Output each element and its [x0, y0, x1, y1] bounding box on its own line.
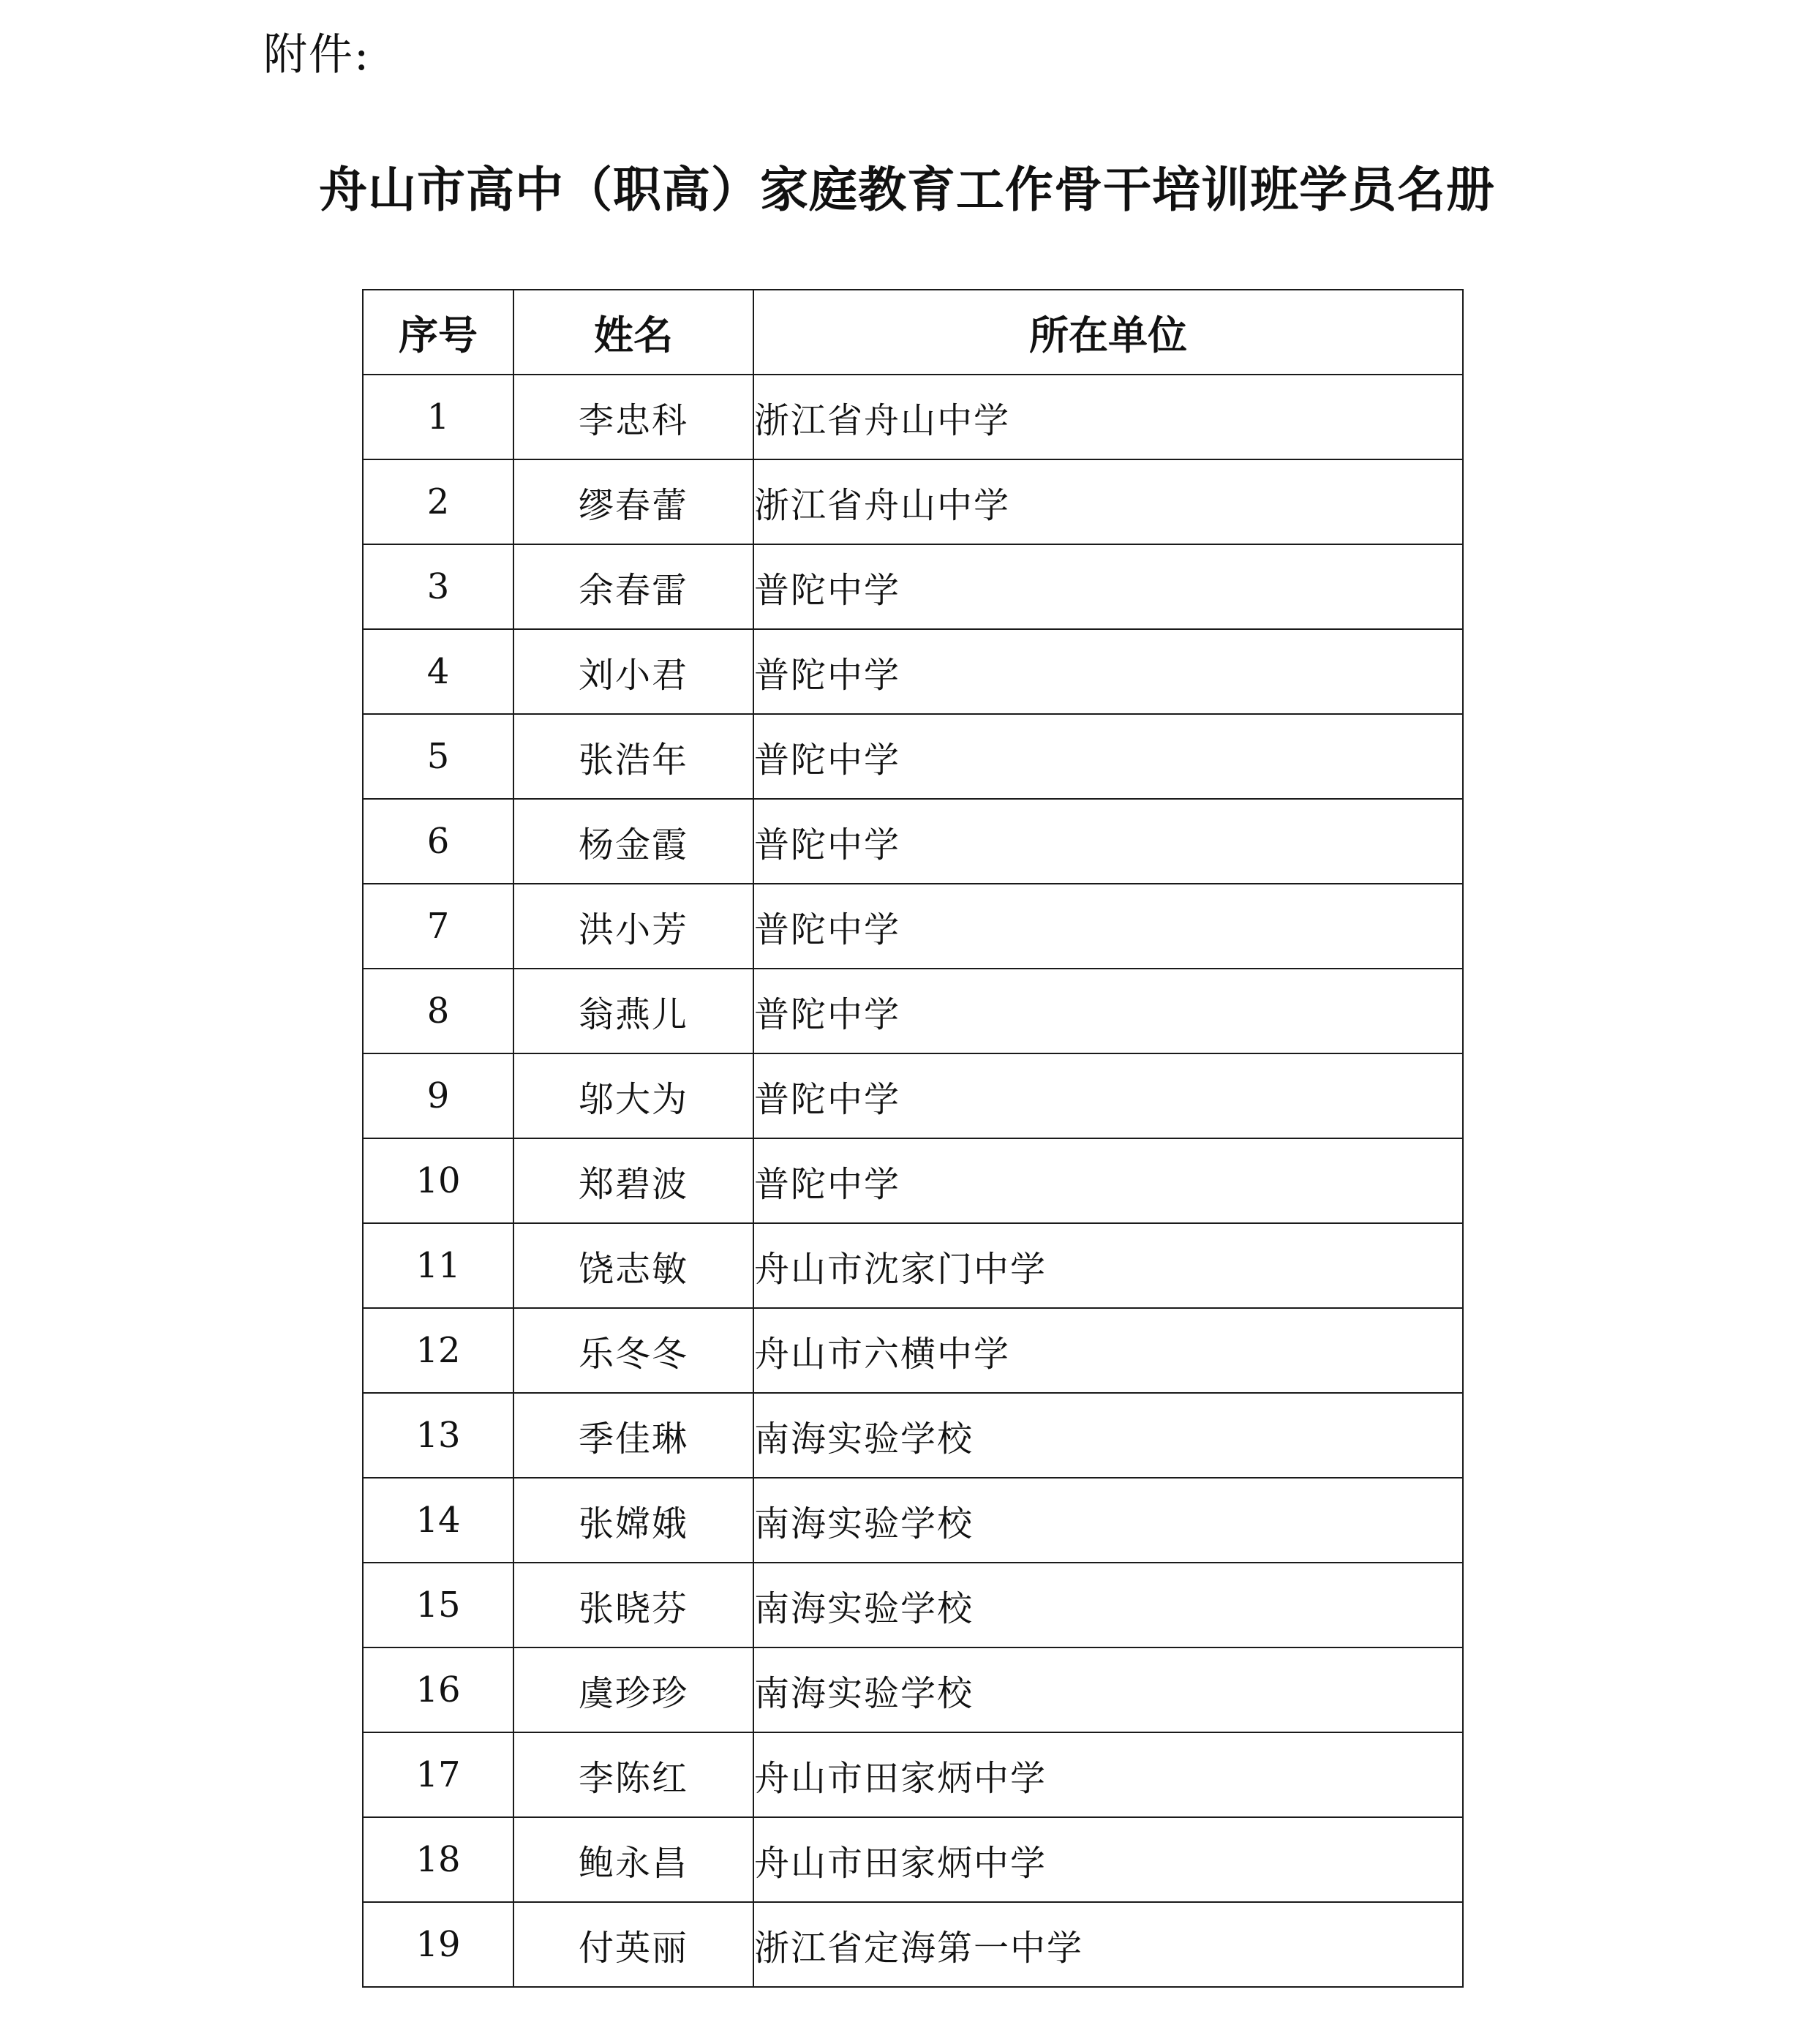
row-unit: 舟山市六横中学 [753, 1308, 1463, 1393]
row-number: 7 [363, 884, 513, 969]
row-name: 洪小芳 [513, 884, 753, 969]
row-unit: 普陀中学 [753, 884, 1463, 969]
row-number: 18 [363, 1817, 513, 1902]
roster-body [363, 375, 1463, 1987]
row-number: 12 [363, 1308, 513, 1393]
row-unit: 浙江省舟山中学 [753, 375, 1463, 459]
row-name: 付英丽 [513, 1902, 753, 1987]
roster-table [362, 289, 1464, 1988]
row-name: 余春雷 [513, 544, 753, 629]
row-unit: 普陀中学 [753, 714, 1463, 799]
row-number: 6 [363, 799, 513, 884]
row-number: 5 [363, 714, 513, 799]
row-unit: 南海实验学校 [753, 1393, 1463, 1478]
table-row [363, 1138, 1463, 1223]
row-unit: 普陀中学 [753, 799, 1463, 884]
row-number: 14 [363, 1478, 513, 1563]
table-row [363, 1563, 1463, 1647]
row-name: 缪春蕾 [513, 459, 753, 544]
table-row [363, 1478, 1463, 1563]
row-name: 郑碧波 [513, 1138, 753, 1223]
row-unit: 舟山市田家炳中学 [753, 1817, 1463, 1902]
table-row [363, 375, 1463, 459]
row-name: 张浩年 [513, 714, 753, 799]
row-name: 刘小君 [513, 629, 753, 714]
row-name: 鲍永昌 [513, 1817, 753, 1902]
table-row [363, 1223, 1463, 1308]
row-number: 2 [363, 459, 513, 544]
table-row [363, 1053, 1463, 1138]
row-unit: 普陀中学 [753, 544, 1463, 629]
table-row [363, 1902, 1463, 1987]
row-number: 17 [363, 1732, 513, 1817]
header-no: 序号 [363, 290, 513, 375]
row-number: 9 [363, 1053, 513, 1138]
table-row [363, 1308, 1463, 1393]
row-name: 季佳琳 [513, 1393, 753, 1478]
row-number: 11 [363, 1223, 513, 1308]
row-number: 10 [363, 1138, 513, 1223]
row-unit: 普陀中学 [753, 1138, 1463, 1223]
row-number: 15 [363, 1563, 513, 1647]
table-row [363, 1817, 1463, 1902]
table-row [363, 714, 1463, 799]
header-unit: 所在单位 [753, 290, 1463, 375]
row-number: 13 [363, 1393, 513, 1478]
row-unit: 南海实验学校 [753, 1647, 1463, 1732]
row-name: 李陈红 [513, 1732, 753, 1817]
row-unit: 普陀中学 [753, 629, 1463, 714]
row-name: 虞珍珍 [513, 1647, 753, 1732]
row-name: 李忠科 [513, 375, 753, 459]
table-row [363, 459, 1463, 544]
row-name: 邬大为 [513, 1053, 753, 1138]
row-name: 乐冬冬 [513, 1308, 753, 1393]
header-name: 姓名 [513, 290, 753, 375]
table-header-row [363, 290, 1463, 375]
table-row [363, 969, 1463, 1053]
table-row [363, 1647, 1463, 1732]
table-row [363, 544, 1463, 629]
table-row [363, 799, 1463, 884]
row-number: 4 [363, 629, 513, 714]
row-unit: 南海实验学校 [753, 1563, 1463, 1647]
table-row [363, 1732, 1463, 1817]
row-name: 饶志敏 [513, 1223, 753, 1308]
row-number: 1 [363, 375, 513, 459]
row-name: 翁燕儿 [513, 969, 753, 1053]
row-unit: 浙江省舟山中学 [753, 459, 1463, 544]
row-unit: 普陀中学 [753, 1053, 1463, 1138]
row-unit: 舟山市沈家门中学 [753, 1223, 1463, 1308]
row-name: 张晓芬 [513, 1563, 753, 1647]
row-number: 16 [363, 1647, 513, 1732]
table-row [363, 1393, 1463, 1478]
row-number: 19 [363, 1902, 513, 1987]
row-number: 8 [363, 969, 513, 1053]
table-row [363, 884, 1463, 969]
row-unit: 南海实验学校 [753, 1478, 1463, 1563]
document-title: 舟山市高中（职高）家庭教育工作骨干培训班学员名册 [319, 162, 1495, 218]
table-row [363, 629, 1463, 714]
row-name: 张嫦娥 [513, 1478, 753, 1563]
attachment-label: 附件: [263, 29, 371, 80]
row-number: 3 [363, 544, 513, 629]
row-unit: 舟山市田家炳中学 [753, 1732, 1463, 1817]
row-unit: 浙江省定海第一中学 [753, 1902, 1463, 1987]
row-unit: 普陀中学 [753, 969, 1463, 1053]
row-name: 杨金霞 [513, 799, 753, 884]
